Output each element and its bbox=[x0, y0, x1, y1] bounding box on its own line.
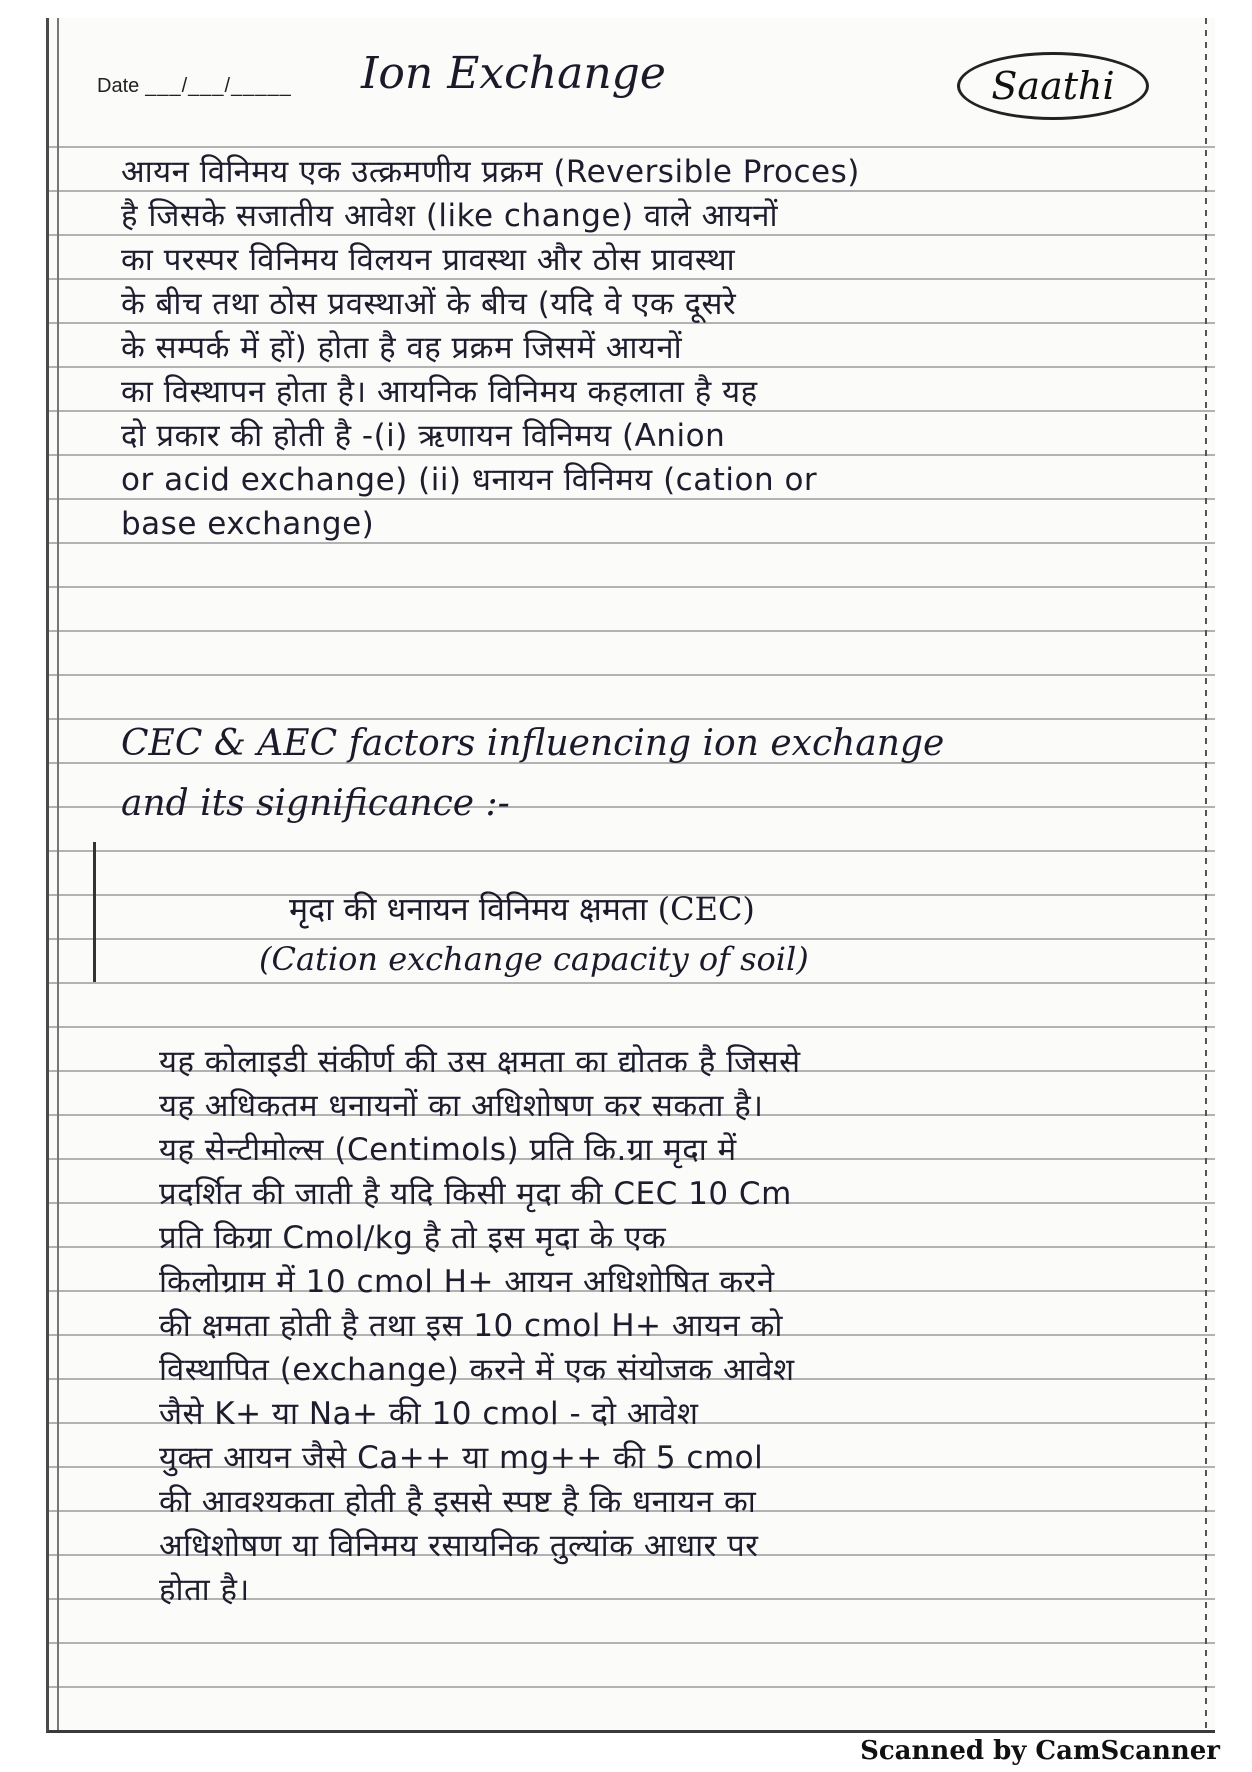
cec-line: विस्थापित (exchange) करने में एक संयोजक आवेश bbox=[159, 1352, 795, 1388]
cec-line: की आवश्यकता होती है इससे स्पष्ट है कि धनायन का bbox=[159, 1484, 757, 1520]
heading-line: CEC & AEC factors influencing ion exchange bbox=[121, 723, 945, 764]
ruled-line bbox=[49, 1642, 1215, 1644]
intro-line: के सम्पर्क में हों) होता है वह प्रक्रम जिसमें आयनों bbox=[121, 330, 683, 366]
intro-line: or acid exchange) (ii) धनायन विनिमय (cation or bbox=[121, 462, 818, 498]
ruled-line bbox=[49, 850, 1215, 852]
intro-line: का परस्पर विनिमय विलयन प्रावस्था और ठोस प्रावस्था bbox=[121, 242, 736, 278]
subheading-line: (Cation exchange capacity of soil) bbox=[259, 940, 809, 978]
intro-line: का विस्थापन होता है। आयनिक विनिमय कहलाता है यह bbox=[121, 374, 758, 410]
heading-line: and its significance :- bbox=[121, 783, 510, 824]
ruled-line bbox=[49, 146, 1215, 148]
cec-line: यह सेन्टीमोल्स (Centimols) प्रति कि.ग्रा मृदा में bbox=[159, 1132, 737, 1168]
scanner-watermark: Scanned by CamScanner bbox=[860, 1736, 1220, 1766]
ruled-line bbox=[49, 1026, 1215, 1028]
cec-line: अधिशोषण या विनिमय रसायनिक तुल्यांक आधार पर bbox=[159, 1528, 759, 1564]
saathi-logo bbox=[957, 52, 1149, 120]
cec-subheading bbox=[259, 884, 809, 984]
ruled-line bbox=[49, 630, 1215, 632]
cec-line: होता है। bbox=[159, 1572, 250, 1608]
ruled-line bbox=[49, 586, 1215, 588]
page-title: Ion Exchange bbox=[361, 48, 666, 99]
intro-line: base exchange) bbox=[121, 506, 375, 542]
cec-line: युक्त आयन जैसे Ca++ या mg++ की 5 cmol bbox=[159, 1440, 764, 1476]
intro-paragraph bbox=[121, 150, 1215, 546]
intro-line: आयन विनिमय एक उत्क्रमणीय प्रक्रम (Reversible Proces) bbox=[121, 154, 860, 190]
margin-line bbox=[57, 18, 59, 1730]
cec-line: प्रति किग्रा Cmol/kg है तो इस मृदा के एक bbox=[159, 1220, 667, 1256]
date-slots: ___/___/_____ bbox=[145, 75, 292, 97]
subheading-line: मृदा की धनायन विनिमय क्षमता (CEC) bbox=[289, 890, 755, 928]
ruled-line bbox=[49, 1686, 1215, 1688]
intro-line: के बीच तथा ठोस प्रवस्थाओं के बीच (यदि वे एक दूसरे bbox=[121, 286, 737, 322]
date-field bbox=[97, 58, 292, 98]
intro-line: दो प्रकार की होती है -(i) ऋणायन विनिमय (Anion bbox=[121, 418, 726, 454]
cec-paragraph bbox=[159, 1040, 1215, 1612]
notebook-page bbox=[46, 18, 1215, 1733]
cec-line: किलोग्राम में 10 cmol H+ आयन अधिशोषित करने bbox=[159, 1264, 775, 1300]
ruled-line bbox=[49, 674, 1215, 676]
intro-line: है जिसके सजातीय आवेश (like change) वाले आयनों bbox=[121, 198, 778, 234]
date-label: Date bbox=[97, 75, 140, 97]
cec-line: की क्षमता होती है तथा इस 10 cmol H+ आयन को bbox=[159, 1308, 783, 1344]
section-heading bbox=[121, 714, 944, 834]
cec-line: यह अधिकतम धनायनों का अधिशोषण कर सकता है। bbox=[159, 1088, 764, 1124]
cec-line: यह कोलाइडी संकीर्ण की उस क्षमता का द्योतक है जिससे bbox=[159, 1044, 801, 1080]
brand-text: Saathi bbox=[991, 64, 1115, 108]
margin-bracket-mark bbox=[93, 842, 96, 982]
cec-line: जैसे K+ या Na+ की 10 cmol - दो आवेश bbox=[159, 1396, 699, 1432]
cec-line: प्रदर्शित की जाती है यदि किसी मृदा की CEC 10 Cm bbox=[159, 1176, 792, 1212]
